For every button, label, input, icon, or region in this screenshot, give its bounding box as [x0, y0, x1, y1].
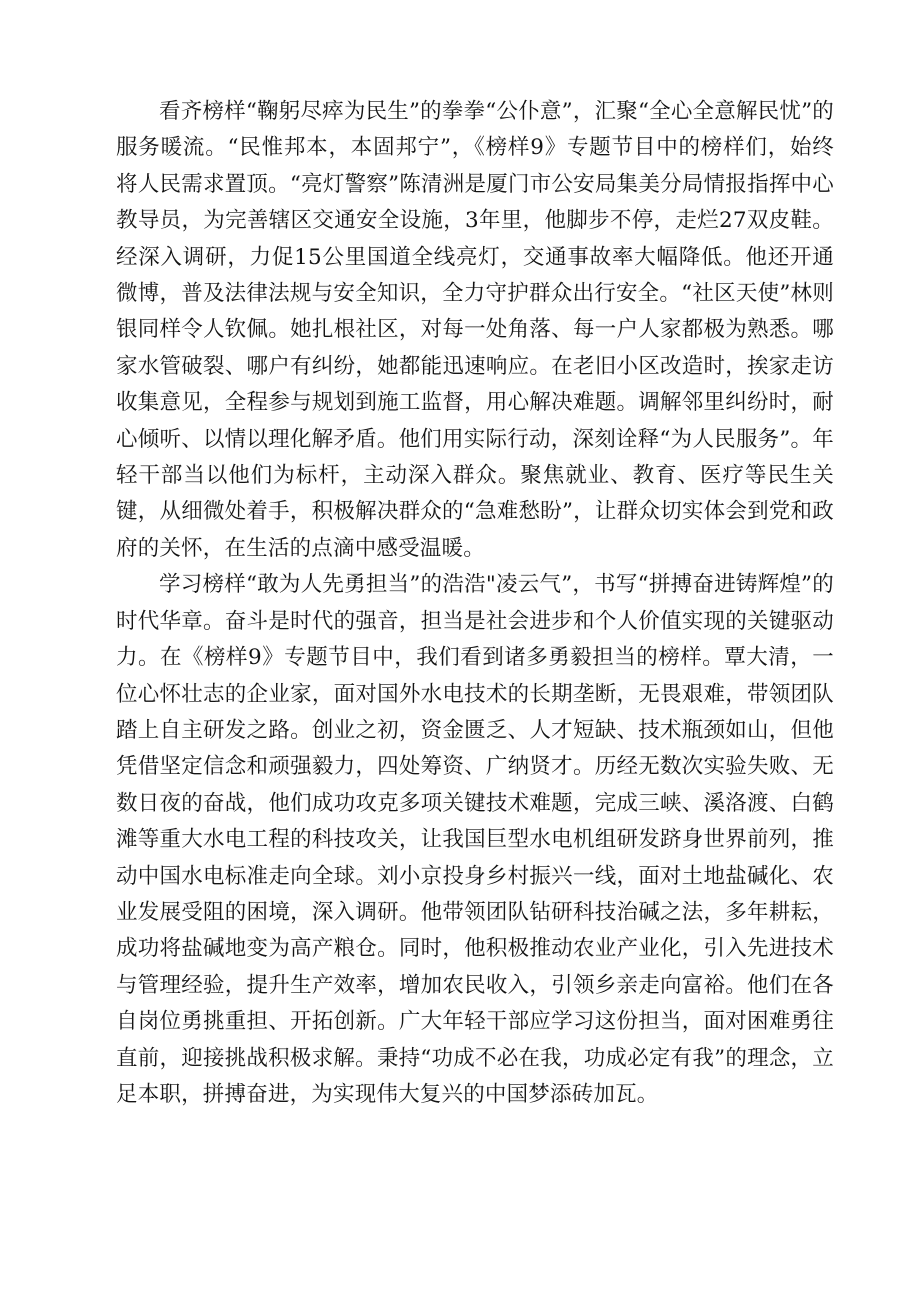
- document-body: [116, 94, 834, 1113]
- paragraph-dare-to-take-responsibility: 学习榜样“敢为人先勇担当”的浩浩"凌云气”，书写“拼搏奋进铸辉煌”的时代华章。奋斗是时代的强音，担当是社会进步和个人价值实现的关键驱动力。在《榜样9》专题节目中，我们看到诸多勇毅担当的榜样。覃大清，一位心怀壮志的企业家，面对国外水电技术的长期垄断，无畏艰难，带领团队踏上自主研发之路。创业之初，资金匮乏、人才短缺、技术瓶颈如山，但他凭借坚定信念和顽强毅力，四处筹资、广纳贤才。历经无数次实验失败、无数日夜的奋战，他们成功攻克多项关键技术难题，完成三峡、溪洛渡、白鹤滩等重大水电工程的科技攻关，让我国巨型水电机组研发跻身世界前列，推动中国水电标准走向全球。刘小京投身乡村振兴一线，面对土地盐碱化、农业发展受阻的困境，深入调研。他带领团队钻研科技治碱之法，多年耕耘，成功将盐碱地变为高产粮仓。同时，他积极推动农业产业化，引入先进技术与管理经验，提升生产效率，增加农民收入，引领乡亲走向富裕。他们在各自岗位勇挑重担、开拓创新。广大年轻干部应学习这份担当，面对困难勇往直前，迎接挑战积极求解。秉持“功成不必在我，功成必定有我”的理念，立足本职，拼搏奋进，为实现伟大复兴的中国梦添砖加瓦。: [116, 572, 834, 1107]
- paragraph-serve-the-people: 看齐榜样“鞠躬尽瘁为民生”的拳拳“公仆意”，汇聚“全心全意解民忧”的服务暖流。“民惟邦本，本固邦宁”，《榜样9》专题节目中的榜样们，始终将人民需求置顶。“亮灯警察”陈清洲是厦门市公安局集美分局情报指挥中心教导员，为完善辖区交通安全设施，3年里，他脚步不停，走烂27双皮鞋。经深入调研，力促15公里国道全线亮灯，交通事故率大幅降低。他还开通微博，普及法律法规与安全知识，全力守护群众出行安全。“社区天使”林则银同样令人钦佩。她扎根社区，对每一处角落、每一户人家都极为熟悉。哪家水管破裂、哪户有纠纷，她都能迅速响应。在老旧小区改造时，挨家走访收集意见，全程参与规划到施工监督，用心解决难题。调解邻里纠纷时，耐心倾听、以情以理化解矛盾。他们用实际行动，深刻诠释“为人民服务”。年轻干部当以他们为标杆，主动深入群众。聚焦就业、教育、医疗等民生关键，从细微处着手，积极解决群众的“急难愁盼”，让群众切实体会到党和政府的关怀，在生活的点滴中感受温暖。: [116, 99, 834, 561]
